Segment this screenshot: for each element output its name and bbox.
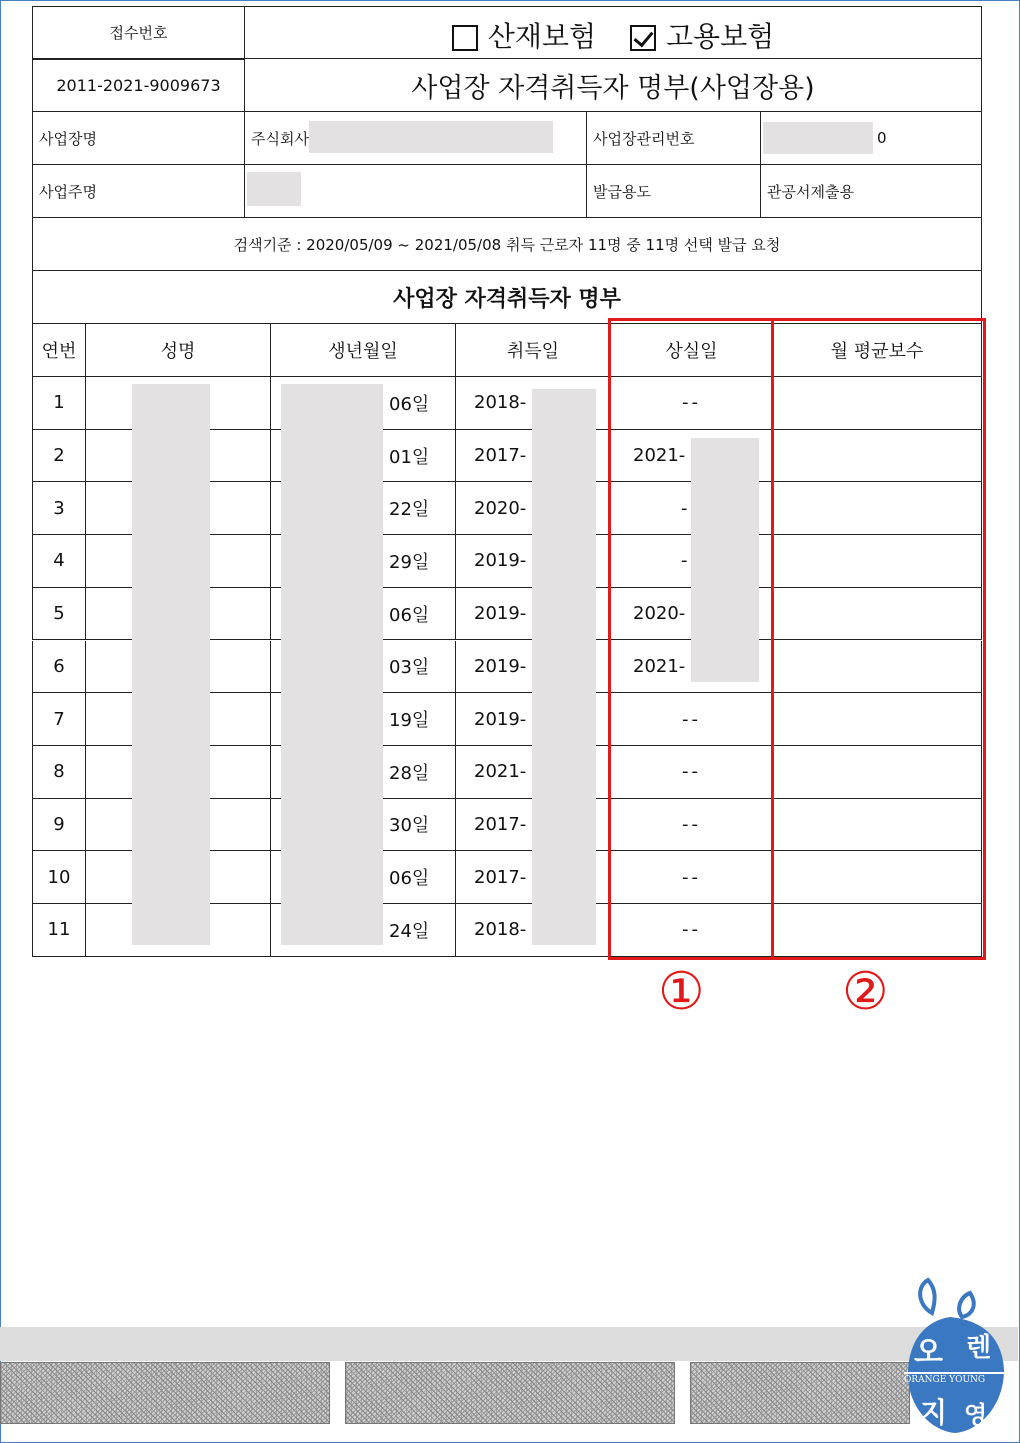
biz-mgmt-no-label: 사업장관리번호	[587, 112, 761, 164]
cell-lost-text: --	[682, 919, 701, 941]
cell-birth-text: 06일	[389, 393, 430, 415]
industrial-accident-label: 산재보험	[487, 19, 596, 53]
cell-acquired-text: 2017-	[474, 813, 527, 835]
cell-lost-text: --	[682, 392, 701, 414]
cell-no-text: 8	[53, 761, 65, 783]
cell-acquired-text: 2019-	[474, 655, 527, 677]
cell-acquired-text: 2021-	[474, 761, 527, 783]
receipt-label: 접수번호	[33, 7, 245, 58]
cell-birth-text: 01일	[389, 446, 430, 468]
col-header-acquired: 취득일	[456, 324, 611, 376]
cell-acquired-text: 2018-	[474, 919, 527, 941]
cell-lost-text: --	[682, 866, 701, 888]
table-title-row	[32, 271, 982, 324]
cell-birth-text: 30일	[389, 815, 430, 837]
cell-birth-text: 29일	[389, 551, 430, 573]
insurance-options	[245, 7, 981, 58]
footer-barcode-1	[0, 1362, 330, 1424]
table-title: 사업장 자격취득자 명부	[393, 286, 621, 312]
cell-birth-text: 03일	[389, 657, 430, 679]
redacted-biz-name	[309, 121, 553, 153]
cell-no-text: 4	[53, 550, 65, 572]
cell-no-text: 3	[53, 497, 65, 519]
col-header-no: 연번	[33, 324, 86, 376]
cell-birth-text: 28일	[389, 762, 430, 784]
cell-no-text: 11	[47, 919, 71, 941]
cell-no-text: 1	[53, 392, 65, 414]
cell-no-text: 9	[53, 813, 65, 835]
checkbox-checked-icon[interactable]	[630, 25, 656, 51]
cell-lost-text: --	[682, 708, 701, 730]
cell-birth-text: 06일	[389, 868, 430, 890]
cell-lost-text: -	[681, 550, 688, 572]
cell-no	[33, 746, 86, 798]
logo-char-bottom-right: 영	[964, 1401, 988, 1429]
cell-acquired-text: 2019-	[474, 603, 527, 625]
info-row-biz	[32, 112, 982, 165]
redacted-mgmt-no	[763, 122, 873, 154]
cell-lost-text: --	[682, 813, 701, 835]
highlight-box-lost-date	[608, 318, 774, 960]
footer-barcode-2	[345, 1362, 675, 1424]
cell-no-text: 2	[53, 445, 65, 467]
cell-no	[33, 693, 86, 745]
cell-birth-text: 22일	[389, 499, 430, 521]
cell-birth-text: 24일	[389, 920, 430, 942]
cell-no	[33, 851, 86, 903]
cell-acquired-text: 2017-	[474, 866, 527, 888]
cell-lost-text: --	[682, 761, 701, 783]
logo-char-bottom-left: 지	[920, 1396, 948, 1429]
redacted-owner-name	[247, 172, 301, 206]
employment-insurance-option[interactable]	[630, 15, 774, 55]
info-row-owner	[32, 165, 982, 218]
purpose-value: 관공서제출용	[767, 182, 854, 201]
footer-barcode-3	[690, 1362, 910, 1424]
cell-lost-text: 2020-	[633, 603, 686, 625]
cell-no	[33, 377, 86, 429]
biz-name-value: 주식회사	[251, 129, 309, 148]
industrial-accident-option[interactable]	[452, 15, 596, 55]
cell-no	[33, 430, 86, 482]
col-header-name: 성명	[86, 324, 271, 376]
cell-no-text: 5	[53, 603, 65, 625]
cell-no	[33, 482, 86, 534]
header-row-1	[32, 6, 982, 59]
cell-no	[33, 641, 86, 693]
marker-1: ①	[658, 962, 705, 1022]
biz-name-cell	[245, 112, 587, 164]
employment-insurance-label: 고용보험	[666, 19, 775, 53]
cell-no	[33, 535, 86, 587]
search-criteria-row	[32, 218, 982, 271]
biz-name-label: 사업장명	[33, 112, 245, 164]
marker-2: ②	[842, 962, 889, 1022]
owner-label: 사업주명	[33, 165, 245, 217]
footer-band	[0, 1327, 1018, 1361]
cell-no	[33, 799, 86, 851]
redacted-birth-column	[281, 384, 383, 945]
col-header-birth: 생년월일	[271, 324, 456, 376]
cell-no-text: 6	[53, 655, 65, 677]
search-criteria: 검색기준 : 2020/05/09 ~ 2021/05/08 취득 근로자 11명 중 11명 선택 발급 요청	[233, 235, 781, 254]
owner-cell	[245, 165, 587, 217]
redacted-names-column	[132, 384, 210, 945]
cell-acquired-text: 2018-	[474, 392, 527, 414]
cell-acquired-text: 2017-	[474, 445, 527, 467]
orange-young-logo	[900, 1275, 1010, 1435]
cell-no-text: 7	[53, 708, 65, 730]
highlight-box-avg-pay	[771, 318, 986, 960]
redacted-acquired-column	[532, 389, 596, 945]
cell-no	[33, 904, 86, 956]
header-row-2	[32, 59, 982, 112]
biz-mgmt-no-suffix: 0	[877, 129, 887, 147]
checkbox-empty-icon[interactable]	[452, 25, 478, 51]
purpose-label: 발급용도	[587, 165, 761, 217]
cell-birth-text: 19일	[389, 710, 430, 732]
logo-middle-text: ORANGE YOUNG	[904, 1375, 986, 1385]
cell-acquired-text: 2019-	[474, 708, 527, 730]
cell-lost-text: 2021-	[633, 445, 686, 467]
logo-char-top: 오	[914, 1335, 943, 1370]
cell-lost-text: -	[681, 497, 688, 519]
receipt-number: 2011-2021-9009673	[33, 59, 245, 111]
logo-char-top-right: 렌	[966, 1333, 992, 1363]
cell-birth-text: 06일	[389, 604, 430, 626]
cell-acquired-text: 2019-	[474, 550, 527, 572]
col-header-lost: 상실일	[611, 324, 773, 376]
cell-acquired-text: 2020-	[474, 497, 527, 519]
cell-lost-text: 2021-	[633, 655, 686, 677]
col-header-avg-pay: 월 평균보수	[830, 341, 924, 362]
document-title: 사업장 자격취득자 명부(사업장용)	[411, 72, 815, 104]
cell-no	[33, 588, 86, 640]
cell-no-text: 10	[47, 866, 71, 888]
biz-mgmt-no-cell	[761, 112, 981, 164]
